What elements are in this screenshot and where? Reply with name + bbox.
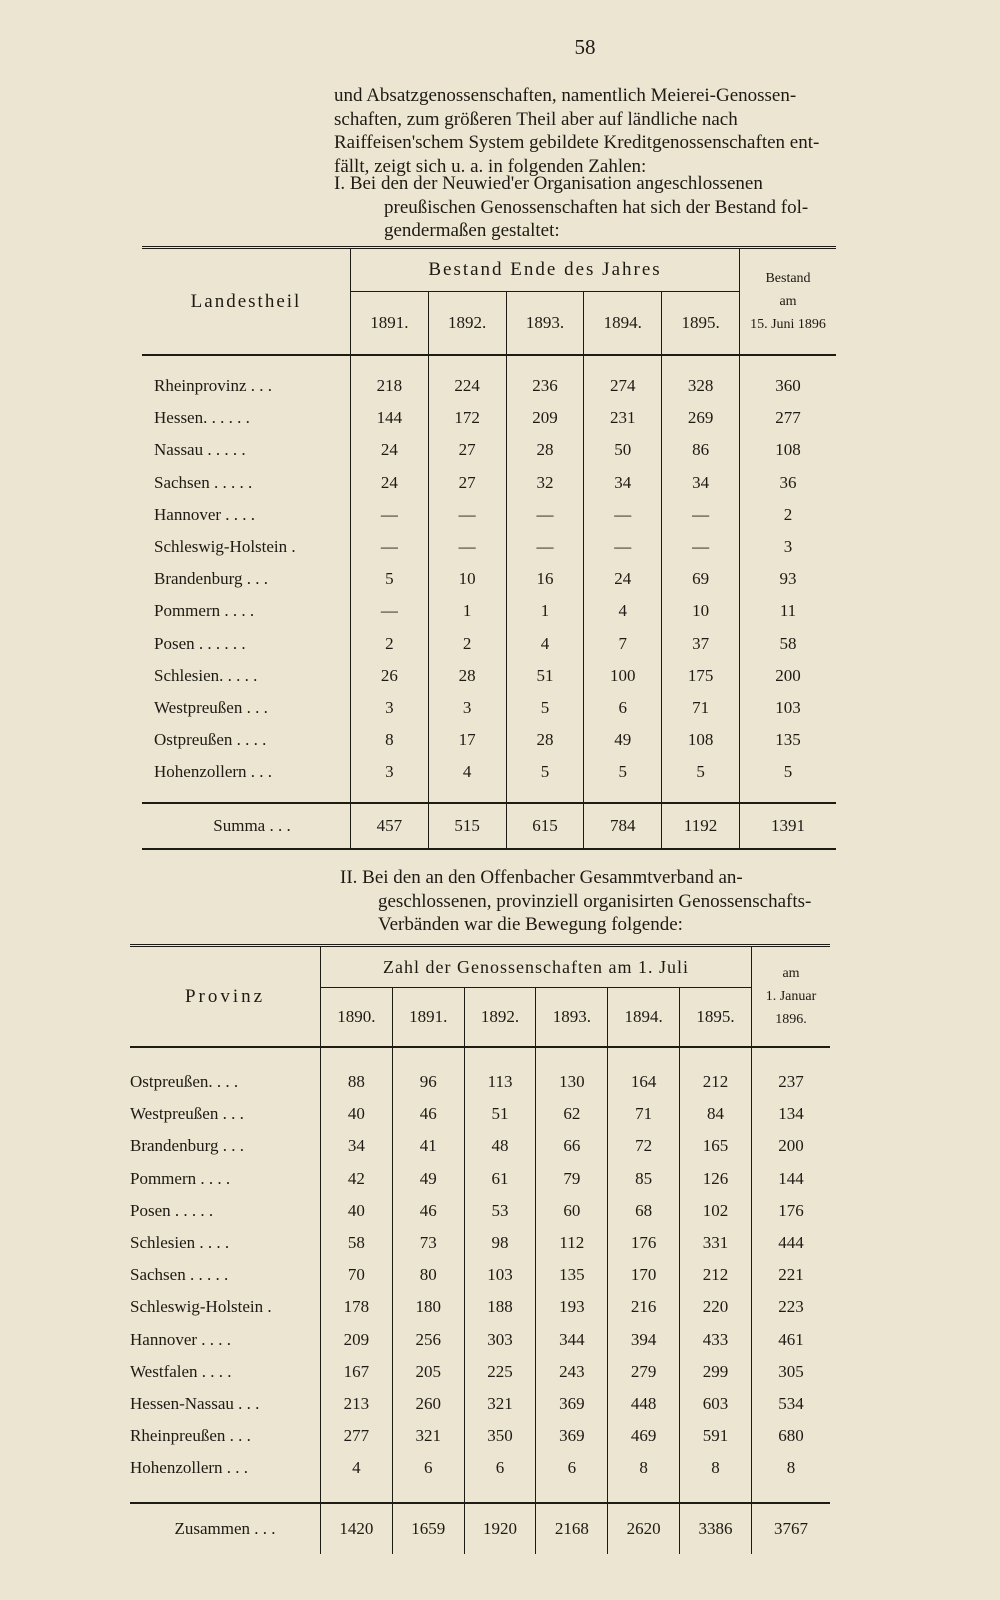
table-cell: 28 (506, 724, 584, 756)
table-cell: 28 (428, 660, 506, 692)
row-label: Westpreußen . . . (130, 1104, 244, 1124)
table-cell: 108 (662, 724, 740, 756)
row-label: Schlesien. . . . . (154, 665, 258, 685)
table-cell: 212 (680, 1066, 752, 1098)
table-cell: 51 (464, 1098, 536, 1130)
table-cell: 1920 (464, 1503, 536, 1554)
table-cell: 205 (392, 1356, 464, 1388)
table-cell: — (662, 531, 740, 563)
table-row (142, 692, 836, 724)
table-cell: 34 (584, 467, 662, 499)
year-header: 1893. (506, 292, 584, 356)
table-cell: 40 (321, 1195, 393, 1227)
row-label: Schleswig-Holstein . (154, 537, 296, 557)
year-header: 1895. (680, 988, 752, 1048)
table-cell: 176 (752, 1195, 831, 1227)
table-cell: 96 (392, 1066, 464, 1098)
table-cell: 46 (392, 1098, 464, 1130)
table-cell: 243 (536, 1356, 608, 1388)
year-header: 1891. (392, 988, 464, 1048)
table-cell: 328 (662, 370, 740, 402)
table-cell: 98 (464, 1227, 536, 1259)
table-cell: 394 (608, 1324, 680, 1356)
table-cell: 209 (506, 402, 584, 434)
header-line: 1. Januar (765, 989, 817, 1004)
table-cell: 34 (321, 1130, 393, 1162)
table-cell: — (351, 499, 429, 531)
table-cell: 103 (740, 692, 837, 724)
table-row (130, 1420, 830, 1452)
row-label: Posen . . . . . . (154, 633, 246, 653)
row-label: Hohenzollern . . . (130, 1458, 249, 1478)
table-cell: 100 (584, 660, 662, 692)
table-cell: — (351, 531, 429, 563)
total-row (142, 803, 836, 849)
table-cell: 58 (321, 1227, 393, 1259)
table-cell: 86 (662, 434, 740, 466)
row-label: Ostpreußen . . . . (154, 730, 267, 750)
table-cell: 3386 (680, 1503, 752, 1554)
table-cell: 26 (351, 660, 429, 692)
row-label: Pommern . . . . (154, 601, 255, 621)
section-2-line: II. Bei den an den Offenbacher Gesammtverband an- (340, 867, 743, 888)
row-label: Schlesien . . . . (130, 1233, 230, 1253)
table-row (142, 499, 836, 531)
table-cell: 6 (536, 1452, 608, 1484)
table-row (130, 1066, 830, 1098)
table-cell: — (428, 499, 506, 531)
table-offenbach (130, 944, 830, 1554)
table-cell: 48 (464, 1130, 536, 1162)
row-label: Ostpreußen. . . . (130, 1072, 239, 1092)
table-cell: — (428, 531, 506, 563)
table-cell: 71 (662, 692, 740, 724)
table-cell: 1391 (740, 803, 837, 849)
table-cell: 269 (662, 402, 740, 434)
table-cell: 2 (428, 628, 506, 660)
table-cell: 591 (680, 1420, 752, 1452)
table-cell: 24 (584, 563, 662, 595)
section-2-line: geschlossenen, provinziell organisirten Genossenschafts- (378, 890, 812, 912)
column-header-landestheil: Landestheil (142, 248, 351, 356)
total-label: Zusammen . . . (130, 1503, 321, 1554)
table-cell: 5 (506, 756, 584, 788)
intro-line: und Absatzgenossenschaften, namentlich Meierei-Genossen- (334, 85, 797, 106)
table-row (130, 1356, 830, 1388)
table-cell: 299 (680, 1356, 752, 1388)
table-cell: 2 (740, 499, 837, 531)
table-cell: 5 (584, 756, 662, 788)
table-cell: 24 (351, 434, 429, 466)
table-cell: 165 (680, 1130, 752, 1162)
table-row (130, 1291, 830, 1323)
year-header: 1893. (536, 988, 608, 1048)
table-cell: 176 (608, 1227, 680, 1259)
table-cell: 144 (351, 402, 429, 434)
table-cell: 212 (680, 1259, 752, 1291)
table-cell: 360 (740, 370, 837, 402)
table-cell: 5 (351, 563, 429, 595)
table-cell: 49 (584, 724, 662, 756)
table-cell: 321 (464, 1388, 536, 1420)
table-cell: 433 (680, 1324, 752, 1356)
section-1-line: gendermaßen gestaltet: (384, 220, 560, 241)
table-cell: 40 (321, 1098, 393, 1130)
table-cell: — (584, 531, 662, 563)
table-cell: 216 (608, 1291, 680, 1323)
table-cell: 41 (392, 1130, 464, 1162)
row-label: Westpreußen . . . (154, 697, 268, 717)
table-cell: 113 (464, 1066, 536, 1098)
table-cell: 515 (428, 803, 506, 849)
table-cell: 5 (506, 692, 584, 724)
table-cell: 3 (740, 531, 837, 563)
table-cell: 213 (321, 1388, 393, 1420)
intro-line: schaften, zum größeren Theil aber auf ländliche nach (334, 108, 738, 130)
table-row (142, 434, 836, 466)
table-cell: 236 (506, 370, 584, 402)
table-row (142, 660, 836, 692)
table-cell: 8 (608, 1452, 680, 1484)
table-cell: 344 (536, 1324, 608, 1356)
table-cell: 8 (752, 1452, 831, 1484)
table-cell: 7 (584, 628, 662, 660)
table-cell: 69 (662, 563, 740, 595)
table-row (142, 467, 836, 499)
table-cell: 79 (536, 1163, 608, 1195)
table-cell: 73 (392, 1227, 464, 1259)
table-cell: 72 (608, 1130, 680, 1162)
table-cell: 218 (351, 370, 429, 402)
table-row (142, 756, 836, 788)
page-number: 58 (574, 35, 596, 59)
section-2-paragraph (334, 866, 836, 937)
table-cell: 277 (740, 402, 837, 434)
row-label: Hannover . . . . (154, 504, 256, 524)
table-row (130, 1098, 830, 1130)
group-header: Bestand Ende des Jahres (351, 248, 740, 292)
table-cell: 1192 (662, 803, 740, 849)
table-cell: 277 (321, 1420, 393, 1452)
table-cell: 223 (752, 1291, 831, 1323)
table-cell: 2 (351, 628, 429, 660)
table-cell: 615 (506, 803, 584, 849)
table-cell: 200 (752, 1130, 831, 1162)
table-cell: 224 (428, 370, 506, 402)
table-cell: 134 (752, 1098, 831, 1130)
row-label: Brandenburg . . . (130, 1136, 244, 1156)
year-header: 1895. (662, 292, 740, 356)
row-label: Hessen-Nassau . . . (130, 1393, 260, 1413)
table-cell: 260 (392, 1388, 464, 1420)
table-cell: 448 (608, 1388, 680, 1420)
table-cell: 237 (752, 1066, 831, 1098)
table-row (142, 370, 836, 402)
table-cell: 34 (662, 467, 740, 499)
table-cell: 135 (740, 724, 837, 756)
table-cell: 1659 (392, 1503, 464, 1554)
table-cell: 135 (536, 1259, 608, 1291)
table-cell: 469 (608, 1420, 680, 1452)
table-cell: 2168 (536, 1503, 608, 1554)
table-cell: 144 (752, 1163, 831, 1195)
table-cell: 66 (536, 1130, 608, 1162)
table-cell: 102 (680, 1195, 752, 1227)
table-cell: 62 (536, 1098, 608, 1130)
table-cell: 5 (740, 756, 837, 788)
table-row (142, 531, 836, 563)
table-cell: 461 (752, 1324, 831, 1356)
intro-line: Raiffeisen'schem System gebildete Kreditgenossenschaften ent- (334, 132, 820, 153)
table-cell: 3 (428, 692, 506, 724)
table-cell: 37 (662, 628, 740, 660)
table-cell: 71 (608, 1098, 680, 1130)
table-cell: 4 (584, 595, 662, 627)
table-cell: 603 (680, 1388, 752, 1420)
header-line: 1896. (775, 1012, 807, 1027)
table-cell: 36 (740, 467, 837, 499)
table-cell: 180 (392, 1291, 464, 1323)
table-cell: 3767 (752, 1503, 831, 1554)
table-cell: — (662, 499, 740, 531)
table-cell: 84 (680, 1098, 752, 1130)
table-cell: 172 (428, 402, 506, 434)
table-cell: 112 (536, 1227, 608, 1259)
table-cell: 10 (428, 563, 506, 595)
table-cell: 85 (608, 1163, 680, 1195)
table-cell: 46 (392, 1195, 464, 1227)
table-cell: 457 (351, 803, 429, 849)
header-line: am (782, 966, 800, 981)
year-header: 1894. (608, 988, 680, 1048)
table-cell: 61 (464, 1163, 536, 1195)
table-row (130, 1452, 830, 1484)
table-cell: 3 (351, 692, 429, 724)
table-cell: 175 (662, 660, 740, 692)
table-cell: 53 (464, 1195, 536, 1227)
table-cell: — (351, 595, 429, 627)
table-cell: 24 (351, 467, 429, 499)
table-cell: 305 (752, 1356, 831, 1388)
table-row (130, 1227, 830, 1259)
table-cell: 178 (321, 1291, 393, 1323)
table-cell: 369 (536, 1420, 608, 1452)
table-cell: — (506, 531, 584, 563)
table-cell: 28 (506, 434, 584, 466)
table-cell: 126 (680, 1163, 752, 1195)
table-cell: 3 (351, 756, 429, 788)
intro-line: fällt, zeigt sich u. a. in folgenden Zahlen: (334, 155, 647, 177)
row-label: Rheinprovinz . . . (154, 376, 273, 396)
total-label: Summa . . . (142, 803, 351, 849)
group-header: Zahl der Genossenschaften am 1. Juli (321, 946, 752, 988)
table-cell: 32 (506, 467, 584, 499)
table-row (130, 1324, 830, 1356)
table-cell: 27 (428, 467, 506, 499)
section-1-line: I. Bei den der Neuwied'er Organisation angeschlossenen (334, 173, 763, 194)
table-cell: 10 (662, 595, 740, 627)
table-cell: 1 (428, 595, 506, 627)
table-cell: 221 (752, 1259, 831, 1291)
table-cell: 93 (740, 563, 837, 595)
year-header: 1890. (321, 988, 393, 1048)
table-cell: 6 (584, 692, 662, 724)
year-header: 1891. (351, 292, 429, 356)
row-label: Nassau . . . . . (154, 440, 246, 460)
table-cell: 42 (321, 1163, 393, 1195)
table-cell: 68 (608, 1195, 680, 1227)
table-cell: 51 (506, 660, 584, 692)
table-cell: 8 (680, 1452, 752, 1484)
row-label: Hohenzollern . . . (154, 762, 273, 782)
table-cell: 167 (321, 1356, 393, 1388)
intro-paragraph (334, 84, 836, 178)
row-label: Westfalen . . . . (130, 1361, 232, 1381)
table-cell: 103 (464, 1259, 536, 1291)
table-cell: 193 (536, 1291, 608, 1323)
section-2-line: Verbänden war die Bewegung folgende: (378, 914, 683, 935)
row-label: Pommern . . . . (130, 1168, 231, 1188)
table-cell: 444 (752, 1227, 831, 1259)
table-cell: 60 (536, 1195, 608, 1227)
year-header: 1892. (464, 988, 536, 1048)
table-cell: 58 (740, 628, 837, 660)
header-line: Bestand (765, 271, 811, 286)
table-row (142, 628, 836, 660)
year-header: 1892. (428, 292, 506, 356)
table-cell: — (506, 499, 584, 531)
table-cell: 17 (428, 724, 506, 756)
table-neuwied (142, 246, 836, 850)
table-cell: 188 (464, 1291, 536, 1323)
table-row (130, 1259, 830, 1291)
row-label: Posen . . . . . (130, 1200, 214, 1220)
total-row (130, 1503, 830, 1554)
row-label: Hannover . . . . (130, 1329, 232, 1349)
table-cell: 331 (680, 1227, 752, 1259)
table-cell: 1420 (321, 1503, 393, 1554)
year-header: 1894. (584, 292, 662, 356)
table-cell: 350 (464, 1420, 536, 1452)
table-cell: 256 (392, 1324, 464, 1356)
table-cell: 680 (752, 1420, 831, 1452)
table-cell: 279 (608, 1356, 680, 1388)
table-cell: 11 (740, 595, 837, 627)
table-cell: 170 (608, 1259, 680, 1291)
row-label: Sachsen . . . . . (130, 1265, 229, 1285)
header-line: 15. Juni 1896 (750, 317, 826, 332)
table-cell: 130 (536, 1066, 608, 1098)
table-cell: 220 (680, 1291, 752, 1323)
table-row (130, 1130, 830, 1162)
table-cell: 49 (392, 1163, 464, 1195)
table-cell: 1 (506, 595, 584, 627)
table-cell: 369 (536, 1388, 608, 1420)
section-1-paragraph (334, 172, 836, 243)
row-label: Hessen. . . . . . (154, 408, 250, 428)
table-cell: 50 (584, 434, 662, 466)
table-cell: 209 (321, 1324, 393, 1356)
table-cell: 6 (392, 1452, 464, 1484)
table-cell: 321 (392, 1420, 464, 1452)
table-cell: 164 (608, 1066, 680, 1098)
section-1-line: preußischen Genossenschaften hat sich der Bestand fol- (384, 196, 809, 218)
table-row (142, 595, 836, 627)
table-cell: 4 (428, 756, 506, 788)
table-cell: 8 (351, 724, 429, 756)
table-cell: 108 (740, 434, 837, 466)
table-cell: 2620 (608, 1503, 680, 1554)
table-row (130, 1195, 830, 1227)
table-cell: 70 (321, 1259, 393, 1291)
table-cell: 274 (584, 370, 662, 402)
table-cell: 5 (662, 756, 740, 788)
table-cell: 534 (752, 1388, 831, 1420)
table-cell: 80 (392, 1259, 464, 1291)
table-cell: — (584, 499, 662, 531)
table-cell: 88 (321, 1066, 393, 1098)
column-header-januar-1896 (752, 946, 831, 1048)
table-row (142, 563, 836, 595)
row-label: Brandenburg . . . (154, 569, 268, 589)
row-label: Schleswig-Holstein . (130, 1297, 272, 1317)
table-cell: 231 (584, 402, 662, 434)
table-cell: 16 (506, 563, 584, 595)
row-label: Rheinpreußen . . . (130, 1426, 251, 1446)
table-row (130, 1388, 830, 1420)
table-cell: 225 (464, 1356, 536, 1388)
column-header-provinz: Provinz (130, 946, 321, 1048)
table-row (142, 724, 836, 756)
column-header-bestand-1896 (740, 248, 837, 356)
table-cell: 4 (321, 1452, 393, 1484)
table-cell: 6 (464, 1452, 536, 1484)
table-row (142, 402, 836, 434)
table-cell: 303 (464, 1324, 536, 1356)
table-cell: 200 (740, 660, 837, 692)
table-cell: 784 (584, 803, 662, 849)
table-cell: 4 (506, 628, 584, 660)
header-line: am (779, 294, 797, 309)
row-label: Sachsen . . . . . (154, 472, 253, 492)
table-row (130, 1163, 830, 1195)
table-cell: 27 (428, 434, 506, 466)
